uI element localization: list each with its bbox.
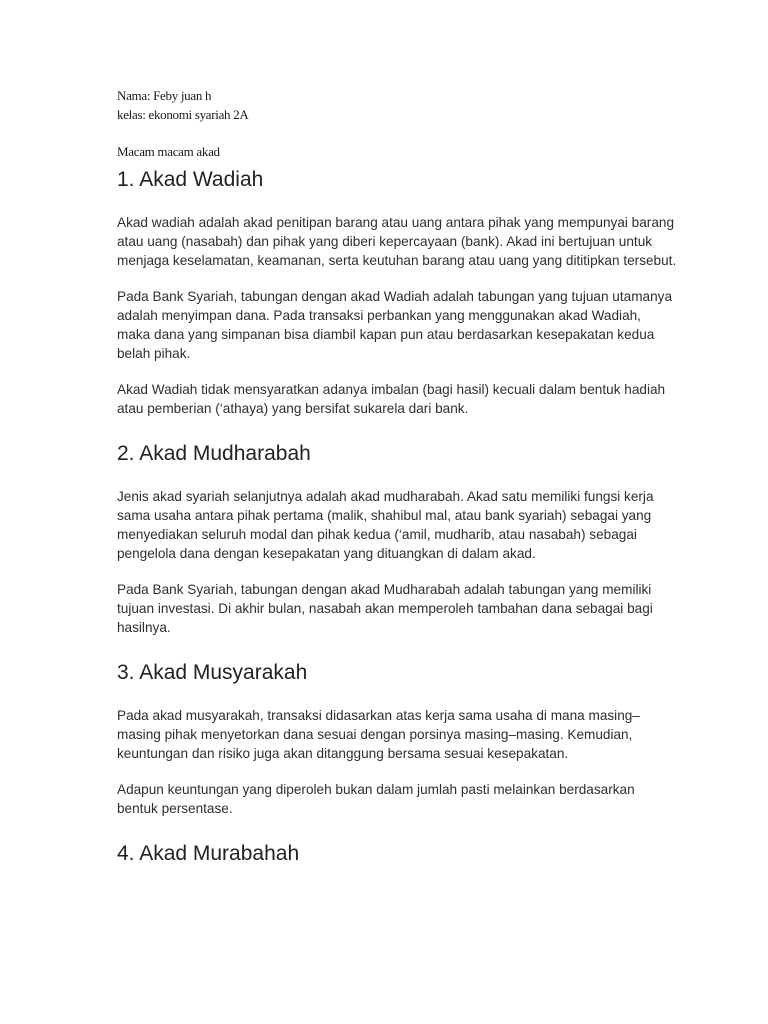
section-heading-murabahah: 4. Akad Murabahah — [117, 842, 300, 865]
document-subtitle: Macam macam akad — [117, 144, 220, 159]
section-heading-musyarakah: 3. Akad Musyarakah — [117, 661, 308, 684]
author-block — [117, 86, 677, 124]
author-class: kelas: ekonomi syariah 2A — [117, 107, 249, 122]
document-page — [117, 86, 677, 867]
section-paragraph: Pada akad musyarakah, transaksi didasarkan atas kerja sama usaha di mana masing–masing pihak menyetorkan dana sesuai dengan porsinya masing–masing. Kemudian, keuntungan dan risiko juga akan ditanggung bersama sesuai kesepakatan. — [117, 708, 640, 761]
section-paragraph: Pada Bank Syariah, tabungan dengan akad Mudharabah adalah tabungan yang memiliki tujuan investasi. Di akhir bulan, nasabah akan memperoleh tambahan dana sebagai bagi hasilnya. — [117, 582, 653, 635]
section-paragraph: Pada Bank Syariah, tabungan dengan akad Wadiah adalah tabungan yang tujuan utamanya adalah menyimpan dana. Pada transaksi perbankan yang menggunakan akad Wadiah, maka dana yang simpanan bisa diambil kapan pun atau berdasarkan kesepakatan kedua belah pihak. — [117, 289, 673, 361]
section-heading-wadiah: 1. Akad Wadiah — [117, 168, 264, 191]
author-name: Nama: Feby juan h — [117, 88, 212, 103]
section-paragraph: Akad Wadiah tidak mensyaratkan adanya imbalan (bagi hasil) kecuali dalam bentuk hadiah atau pemberian (‘athaya) yang bersifat sukarela dari bank. — [117, 382, 666, 416]
section-paragraph: Adapun keuntungan yang diperoleh bukan dalam jumlah pasti melainkan berdasarkan bentuk persentase. — [117, 782, 635, 816]
section-paragraph: Akad wadiah adalah akad penitipan barang atau uang antara pihak yang mempunyai barang atau uang (nasabah) dan pihak yang diberi kepercayaan (bank). Akad ini bertujuan untuk menjaga keselamatan, keamanan, serta keutuhan barang atau uang yang dititipkan tersebut. — [117, 215, 677, 268]
section-paragraph: Jenis akad syariah selanjutnya adalah akad mudharabah. Akad satu memiliki fungsi kerja sama usaha antara pihak pertama (malik, shahibul mal, atau bank syariah) sebagai yang menyediakan seluruh modal dan pihak kedua (‘amil, mudharib, atau nasabah) sebagai pengelola dana dengan kesepakatan yang dituangkan di dalam akad. — [117, 489, 654, 561]
section-heading-mudharabah: 2. Akad Mudharabah — [117, 442, 311, 465]
